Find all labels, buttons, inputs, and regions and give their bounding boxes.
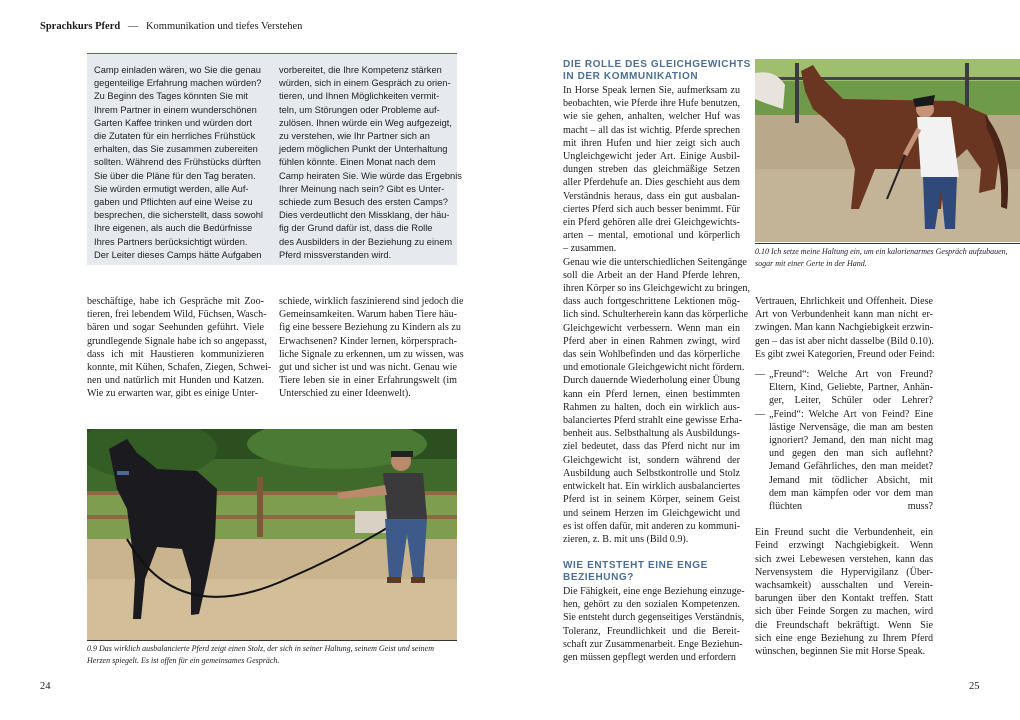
text-line: zieren, z. B. mit uns (Bild 0.9). <box>563 533 689 545</box>
text-line: Gleichgewicht ist, sondern während der <box>563 454 740 466</box>
text-line: Ihrer Meinung nach sein? Gibt es Unter- <box>279 183 445 194</box>
text-line: Eltern, Kind, Geliebte, Partner, Anhän- <box>769 382 933 394</box>
page-number-left: 24 <box>40 681 51 692</box>
text-line: und gegen den man sich auflehnt? <box>769 448 933 460</box>
text-line: Erwachsenen? Kinder lernen, körpersprach- <box>279 335 457 347</box>
text-line: dungen streben das gleichmäßige Setzen <box>563 164 740 176</box>
text-line: Camp heiraten Sie. Wie würde das Ergebnis <box>279 170 462 181</box>
text-line: Ihre eigenen, als auch die Bedürfnisse <box>94 223 253 234</box>
photo-horse-with-trainer-whip <box>755 59 1020 242</box>
text-line: In Horse Speak lernen Sie, aufmerksam zu <box>563 85 740 96</box>
section-heading-relationship <box>563 560 743 584</box>
text-line: Genau wie die unterschiedlichen Seitengänge <box>563 256 747 268</box>
friend-enemy-list <box>755 368 933 513</box>
text-line: sollten. Während des Frühstücks dürften <box>94 157 261 168</box>
text-line: das sein Wohlbefinden und das körperliche <box>563 349 740 361</box>
text-line: ziel bedeutet, dass das Pferd nicht nur im <box>563 441 740 453</box>
text-line: schiede zum Besuch des ersten Camps? <box>279 197 448 208</box>
text-line: dass auch fortgeschrittene Lektionen mög- <box>563 296 740 308</box>
section-heading-balance <box>563 59 751 83</box>
text-line: Der Leiter dieses Camps hätte Aufgaben <box>94 249 262 260</box>
text-line: bären und sogar Seehunden geführt. Viele <box>87 322 264 334</box>
body-column-left-1 <box>87 295 272 401</box>
text-line: Sie würden ermutigt werden, alle Auf- <box>94 183 249 194</box>
text-line: Jemand mit tödlicher Absicht, mit <box>769 474 933 486</box>
text-line: Camp einladen wären, wo Sie die genau <box>94 65 261 75</box>
text-line: Vertrauen, Ehrlichkeit und Offenheit. Diese <box>755 296 933 307</box>
text-line: aller Pferdehufe an. Dies geschieht aus dem <box>563 177 740 189</box>
text-line: würden, sich in einem Gespräch zu orien- <box>279 78 451 89</box>
text-line: BEZIEHUNG? <box>563 572 634 583</box>
text-line: beobachten, wie Pferde ihre Hufe benutzen, <box>563 98 740 110</box>
text-line: Dies verdeutlicht den Missklang, der häu- <box>279 210 450 221</box>
info-box-column-2 <box>279 64 462 262</box>
text-line: – zusammen. <box>563 243 617 255</box>
text-line: zu verstehen, wie Ihr Partner sich an <box>279 131 430 142</box>
text-line: Gleichgewicht verbessern. Wenn man ein <box>563 322 740 334</box>
paragraph-outro <box>755 526 933 658</box>
figure-rule <box>87 640 457 641</box>
body-column-right-1 <box>563 84 750 546</box>
text-line: wie sie gehen, anhalten, welcher Huf was <box>563 111 740 123</box>
text-line: fig eine bessere Beziehung zu Kindern als zu <box>279 322 461 334</box>
body-column-right-1b <box>563 585 745 664</box>
text-line: Jemand Gefährliches, den man meidet? <box>769 461 933 473</box>
text-line: Die Fähigkeit, eine enge Beziehung einzuge- <box>563 586 745 597</box>
text-line: macht – all das ist wichtig. Pferde sprechen <box>563 124 740 136</box>
text-line: dass ich mit Haustieren kommunizieren <box>87 348 264 360</box>
text-line: vorbereitet, die Ihre Kompetenz stärken <box>279 65 442 75</box>
text-line: gegenteilige Erfahrung machen würden? <box>94 78 262 89</box>
text-line: soll die Arbeit an der Hand Pferde lehren, <box>563 269 740 281</box>
text-line: Ausbildung auch Selbstkontrolle und Stolz <box>563 467 740 479</box>
page-number-right: 25 <box>969 681 980 692</box>
text-line: kann ein Pferd lernen, einen bestimmten <box>563 388 740 400</box>
horse-trainer-illustration <box>87 429 457 640</box>
paragraph-intro <box>755 295 933 361</box>
figure-caption-0-9: 0.9 Das wirklich ausbalancierte Pferd zeigt einen Stolz, der sich in seiner Haltung, seinem Geist und seinem Herzen spiegelt. Es ist offen für ein gemeinsames Gespräch. <box>87 644 434 665</box>
text-line: Art von Verbundenheit kann man nicht er- <box>755 309 933 321</box>
text-line: tieren, frei lebendem Wild, Füchsen, Wasch- <box>87 309 267 321</box>
text-line: — „Freund“: Welche Art von Freund? <box>769 369 933 381</box>
text-line: und emotionale Gleichgewicht nicht fördern. <box>563 362 745 374</box>
horse-whip-illustration <box>755 59 1020 242</box>
text-line: Pferd aber in einen Rahmen zwingt, wird <box>563 335 740 347</box>
text-line: entwickelt hat. Ein wirklich ausbalanciertes <box>563 481 740 493</box>
text-line: grundlegende Signale habe ich so angepasst, <box>87 335 267 347</box>
text-line: Durch dauernde Wiederholung einer Übung <box>563 375 741 387</box>
text-line: Es gibt zwei Kategorien, Freund oder Feind: <box>755 348 935 360</box>
text-line: hen, gehört zu den sozialen Kompetenzen. <box>563 599 740 611</box>
text-line: — „Feind“: Welche Art von Feind? Eine <box>769 408 933 420</box>
text-line: WIE ENTSTEHT EINE ENGE <box>563 560 708 571</box>
text-line: Ihrem Partner in einem wunderschönen <box>94 104 257 115</box>
text-line: ignoriert? Jemand, den man nicht mag <box>769 435 933 447</box>
text-line: Pferd missverstanden wird. <box>279 249 392 260</box>
text-line: wünschen, beginnen Sie mit Horse Speak. <box>755 646 926 658</box>
text-line: Garten Kaffee trinken und würden dort <box>94 117 252 128</box>
text-line: Sie über die Pläne für den Tag beraten. <box>94 170 256 181</box>
text-line: balanciertes Pferd strahlt eine gewisse Erha- <box>563 415 743 427</box>
text-line: Toleranz, Freundlichkeit und die Bereit- <box>563 625 740 637</box>
text-line: wachsamkeit) ausschalten und Verein- <box>755 580 933 592</box>
text-line: Unterschied zu einer Ideenwelt). <box>279 388 411 400</box>
text-line: mit ihren Hufen und hier zeigt sich auch <box>563 137 740 149</box>
text-line: ger, Leiter, Schüler oder Lehrer? <box>769 395 933 407</box>
body-column-right-2 <box>755 295 933 658</box>
photo-horse-with-trainer <box>87 429 457 640</box>
text-line: und seinem Herzen im Gleichgewicht und <box>563 507 740 519</box>
text-line: flüchten muss? <box>769 501 933 513</box>
text-line: schaft zur Zusammenarbeit. Enge Beziehun- <box>563 638 743 650</box>
text-line: lästige Nervensäge, die man am besten <box>769 421 933 433</box>
text-line: Ein Freund sucht die Verbundenheit, ein <box>755 527 933 539</box>
text-line: fig der Grund dafür ist, dass die Rolle <box>279 223 433 234</box>
figure-caption-0-10: 0.10 Ich setze meine Haltung ein, um ein kalorienarmes Gespräch aufzubauen, sogar mit einer Gerte in der Hand. <box>755 247 1008 268</box>
list-item-friend <box>755 368 933 408</box>
text-line: arten – mental, emotional und körperlich <box>563 230 740 242</box>
text-line: Ihres Partners berücksichtigt würden. <box>94 236 248 247</box>
text-line: Tiere leben sie in einer Erfahrungswelt (im <box>279 375 457 387</box>
text-line: schiede, wirklich faszinierend sind jedoch die <box>279 296 464 307</box>
text-line: es ist offen dafür, mit anderen zu kommuni- <box>563 520 741 532</box>
text-line: sich zwei Lebewesen verstehen, kann das <box>755 553 933 565</box>
text-line: barungen über den Kontakt treffen. Statt <box>755 593 933 605</box>
text-line: DIE ROLLE DES GLEICHGEWICHTS <box>563 59 751 70</box>
text-line: IN DER KOMMUNIKATION <box>563 71 699 82</box>
text-line: des Ausbilders in der Beziehung zu einem <box>279 236 453 247</box>
text-line: konnte, mit Kühen, Schafen, Ziegen, Schwei- <box>87 362 272 374</box>
chapter-title: Kommunikation und tiefes Verstehen <box>145 21 303 32</box>
text-line: ihren Körper so ins Gleichgewicht zu bringen, <box>563 283 750 295</box>
text-line: sich über Feinde Sorgen zu machen, wird <box>755 606 933 618</box>
list-item-enemy <box>755 408 933 514</box>
text-line: Pferd ist in seinem Körper, seinem Geist <box>563 494 740 506</box>
text-line: Verständnis heraus, dass ein gut ausbalan- <box>563 190 740 202</box>
text-line: Gemeinsamkeiten. Warum haben Tiere häu- <box>279 309 457 321</box>
header-separator: — <box>127 21 139 32</box>
text-line: gaben und Pflichten auf eine Weise zu <box>94 197 253 208</box>
text-line: jedem möglichen Punkt der Unterhaltung <box>279 144 448 155</box>
text-line: liche Signale zu erkennen, um zu wissen, was <box>279 348 464 360</box>
text-line: besprechen, die sicherstellt, dass sowohl <box>94 210 263 221</box>
body-column-left-2 <box>279 295 464 401</box>
text-line: zwingen. Man kann Nachgiebigkeit erzwin- <box>755 322 933 334</box>
text-line: gut und sicher ist und was nicht. Genau wie <box>279 362 457 374</box>
text-line: ciertes Pferd sich auch besser benimmt. Für <box>563 203 740 215</box>
text-line: zulösen. Ihnen würde ein Weg aufgezeigt, <box>279 117 452 128</box>
text-line: Feind erzwingt Nachgiebigkeit. Wenn <box>755 540 933 552</box>
text-line: erhalten, das Sie zusammen zubereiten <box>94 144 258 155</box>
text-line: Nervensystem die Hypervigilanz (Über- <box>755 566 933 578</box>
text-line: beschäftige, habe ich Gespräche mit Zoo- <box>87 296 264 307</box>
text-line: fühlen könnte. Einen Monat nach dem <box>279 157 436 168</box>
text-line: Rahmen zu halten, doch ein wirklich aus- <box>563 401 740 413</box>
text-line: gen – das ist aber nicht dasselbe (Bild 0.10). <box>755 335 934 347</box>
text-line: Sie entsteht durch gegenseitiges Verständnis, <box>563 612 745 624</box>
text-line: dem man kämpfen oder vor dem man <box>769 487 933 499</box>
text-line: die Freundschaft bekräftigt. Wenn Sie <box>755 619 933 631</box>
figure-rule-2 <box>755 243 1020 244</box>
text-line: lich sind. Schulterherein kann das körperliche <box>563 309 748 321</box>
book-title: Sprachkurs Pferd <box>40 21 121 32</box>
text-line: benheit aus. Selbsthaltung als Ausbildungs- <box>563 428 740 440</box>
text-line: teln, um Störungen oder Probleme auf- <box>279 104 440 115</box>
text-line: Ungleichgewicht jeder Art. Einige Ausbil- <box>563 151 740 163</box>
info-box-column-1 <box>94 64 269 262</box>
running-header <box>40 21 302 32</box>
text-line: die Zutaten für ein herrliches Frühstück <box>94 131 256 142</box>
text-line: nen und natürlich mit Hunden und Katzen. <box>87 375 264 387</box>
text-line: sich eine enge Beziehung zu Ihrem Pferd <box>755 632 933 644</box>
text-line: gen müssen gepflegt werden und erfordern <box>563 652 736 664</box>
text-line: tieren, und Ihnen Möglichkeiten vermit- <box>279 91 440 102</box>
text-line: Wie zu erwarten war, gibt es einige Unter- <box>87 388 259 400</box>
text-line: Zu Beginn des Tages könnten Sie mit <box>94 91 248 102</box>
text-line: ein Pferd gehören alle drei Gleichgewichts- <box>563 217 740 229</box>
